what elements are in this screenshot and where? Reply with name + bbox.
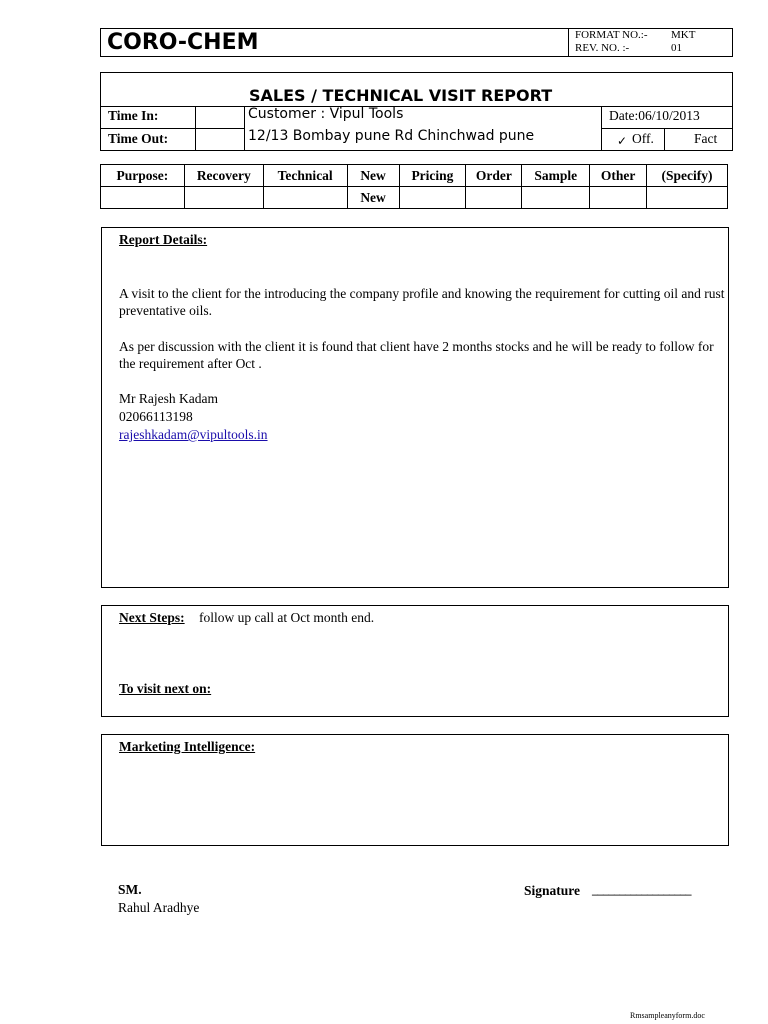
purpose-cell-pricing (399, 187, 466, 209)
header-box (100, 28, 733, 57)
purpose-cell-technical (263, 187, 347, 209)
purpose-sample: Sample (522, 165, 590, 187)
purpose-cell-sample (522, 187, 590, 209)
purpose-cell-new: New (347, 187, 399, 209)
format-value: MKT (671, 29, 696, 41)
file-name: Rmsampleanyform.doc (630, 1011, 705, 1020)
purpose-cell-order (466, 187, 522, 209)
row-divider (101, 128, 244, 129)
office-checkmark: ✓ (617, 134, 628, 148)
signature-label: Signature (524, 883, 581, 898)
office-label: Off. (632, 131, 654, 146)
marketing-label: Marketing Intelligence: (119, 739, 256, 754)
contact-email-link[interactable]: rajeshkadam@vipultools.in (119, 427, 268, 442)
rev-value: 01 (671, 42, 682, 54)
format-label: FORMAT NO.:- (575, 29, 648, 41)
signature-line: __________________ (592, 883, 691, 897)
purpose-order: Order (466, 165, 522, 187)
col-divider-3 (601, 106, 602, 150)
factory-label: Fact (694, 131, 718, 146)
col-divider-4 (664, 128, 665, 150)
report-header-box (100, 72, 733, 151)
purpose-pricing: Pricing (399, 165, 466, 187)
purpose-table (100, 164, 728, 209)
purpose-label: Purpose: (101, 165, 185, 187)
report-title: SALES / TECHNICAL VISIT REPORT (249, 86, 553, 105)
purpose-cell-empty (101, 187, 185, 209)
marketing-box (101, 734, 729, 846)
report-details-heading: Report Details: (119, 232, 208, 247)
col-divider-1 (195, 106, 196, 150)
purpose-cell-specify (647, 187, 728, 209)
next-steps-text: follow up call at Oct month end. (199, 610, 375, 625)
details-paragraph-1: A visit to the client for the introducing the company profile and knowing the requirement for cutting oil and rust preventative oils. (119, 286, 725, 318)
purpose-cell-recovery (184, 187, 263, 209)
purpose-cell-other (590, 187, 647, 209)
purpose-other: Other (590, 165, 647, 187)
next-steps-box (101, 605, 729, 717)
contact-phone: 02066113198 (119, 409, 193, 424)
purpose-new: New (347, 165, 399, 187)
purpose-specify: (Specify) (647, 165, 728, 187)
sm-name: Rahul Aradhye (118, 900, 200, 915)
purpose-recovery: Recovery (184, 165, 263, 187)
visit-date: Date:06/10/2013 (609, 108, 700, 123)
visit-next-label: To visit next on: (119, 681, 212, 696)
purpose-header-row (101, 165, 728, 187)
time-out-label: Time Out: (108, 131, 169, 146)
purpose-value-row (101, 187, 728, 209)
details-paragraph-2: As per discussion with the client it is found that client have 2 months stocks and he will be ready to follow for the requirement after Oct . (119, 339, 714, 371)
contact-name: Mr Rajesh Kadam (119, 391, 218, 406)
time-in-label: Time In: (108, 108, 159, 123)
col-divider-2 (244, 106, 245, 150)
purpose-technical: Technical (263, 165, 347, 187)
row-divider-right (601, 128, 732, 129)
sm-label: SM. (118, 882, 142, 897)
rev-label: REV. NO. :- (575, 42, 630, 54)
customer-address: 12/13 Bombay pune Rd Chinchwad pune (248, 128, 535, 144)
report-details-box (101, 227, 729, 588)
next-steps-label: Next Steps: (119, 610, 185, 625)
company-name: CORO-CHEM (107, 30, 259, 55)
header-divider (568, 29, 569, 56)
customer-name: Customer : Vipul Tools (248, 106, 404, 122)
